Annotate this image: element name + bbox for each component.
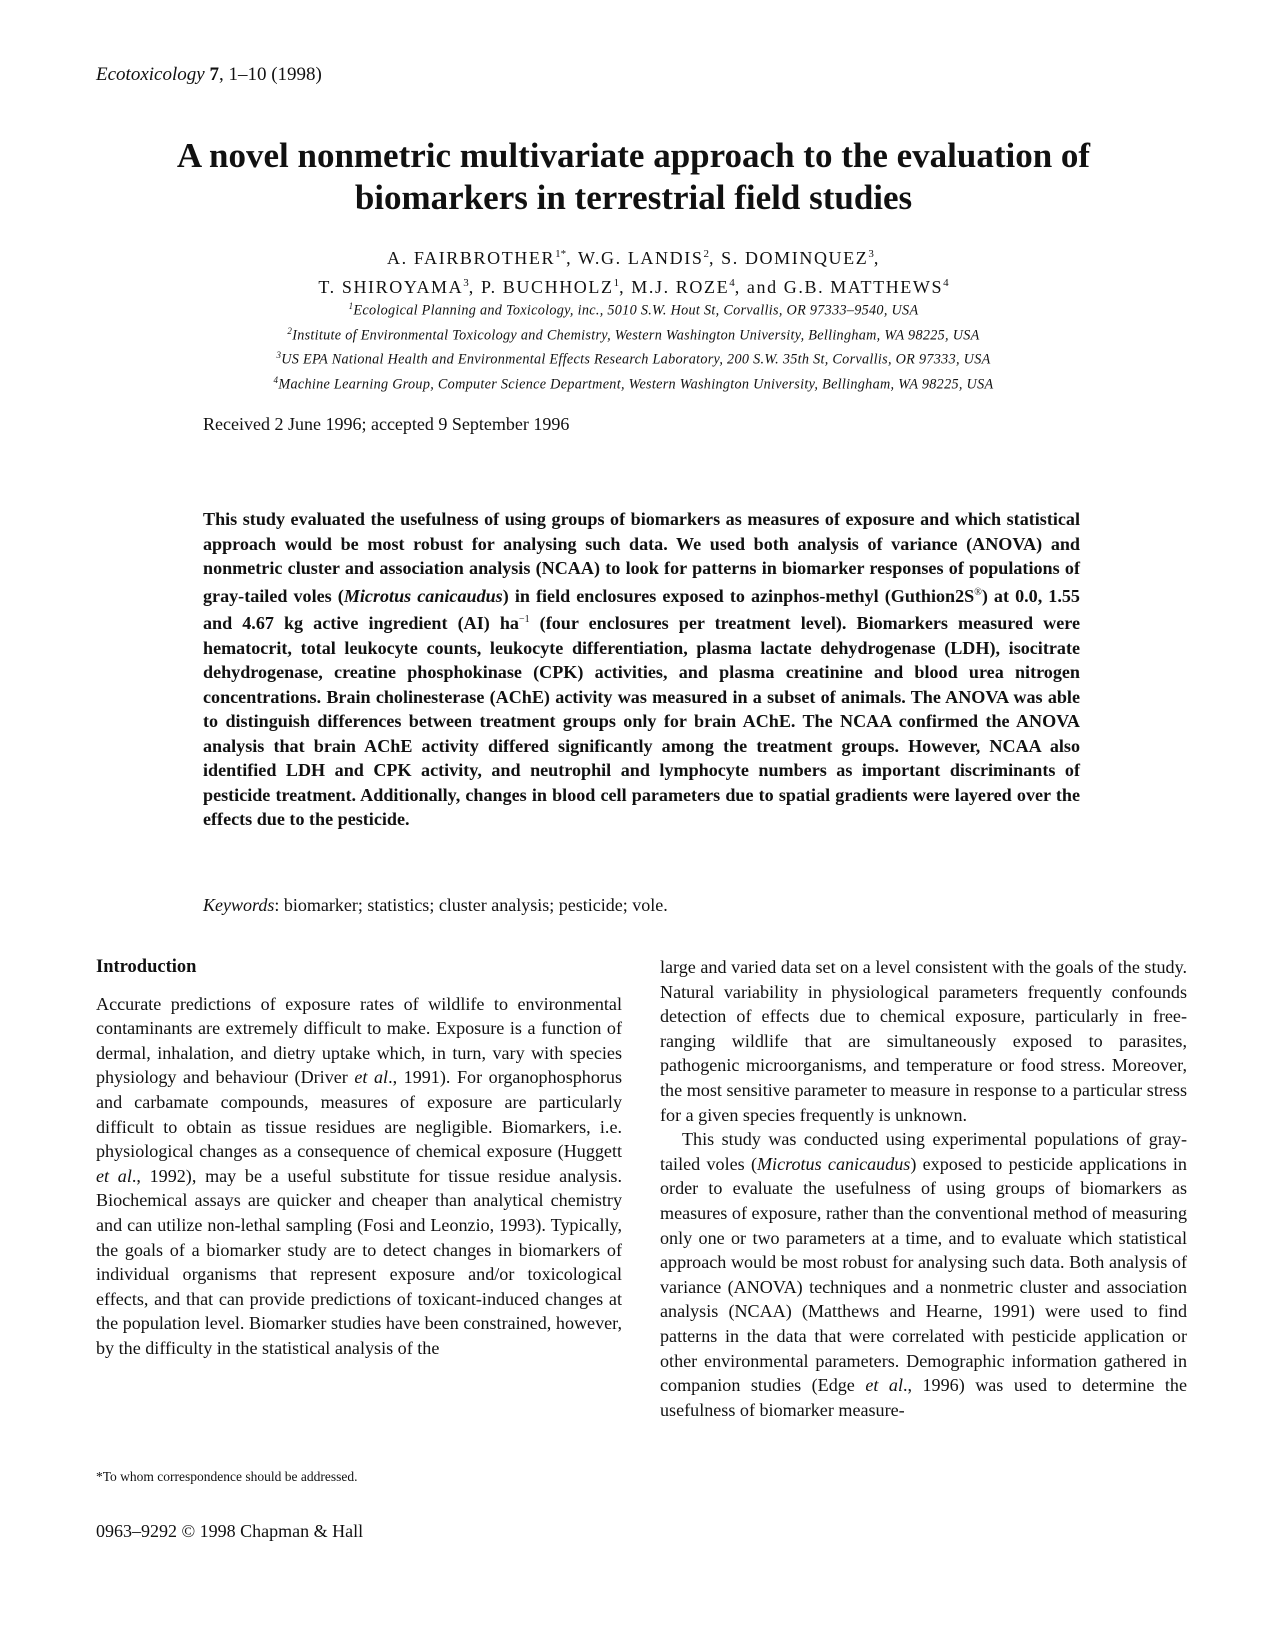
section-heading-introduction: Introduction xyxy=(96,957,197,977)
body-paragraph: large and varied data set on a level consistent with the goals of the study. Natural variability in physiological parameters frequently confounds detection of effects due to chemical exposure, particularly in free-ranging wildlife that are simultaneously exposed to parasites, pathogenic microorganisms, and temperature or food stress. Moreover, the most sensitive parameter to measure in response to a particular stress for a given species frequently is unknown. xyxy=(660,957,1187,1125)
author: G.B. MATTHEWS$^4$ xyxy=(783,277,949,297)
affiliation: $^2$Institute of Environmental Toxicology and Chemistry, Western Washington University, Bellingham, WA 98225, USA xyxy=(287,325,980,344)
author: A. $FAIRBROTHER^{1*}$, xyxy=(387,248,578,268)
author: T. SHIROYAMA$^3$, xyxy=(318,277,481,297)
body-paragraph: Accurate predictions of exposure rates of wildlife to environmental contaminants are extremely difficult to make. Exposure is a function of dermal, inhalation, and dietry uptake which, in turn, vary with species physiology and behaviour (Driver et al., 1991). For organophosphorus and carbamate compounds, measures of exposure are particularly difficult to obtain as tissue residues are negligible. Biomarkers, i.e. physiological changes as a consequence of chemical exposure (Huggett et al., 1992), may be a useful substitute for tissue residue analysis. Biochemical assays are quicker and cheaper than analytical chemistry and can utilize non-lethal sampling (Fosi and Leonzio, 1993). Typically, the goals of a biomarker study are to detect changes in biomarkers of individual organisms that represent exposure and/or toxicological effects, and that can provide predictions of toxicant-induced changes at the population level. Biomarker studies have been constrained, however, by the difficulty in the statistical analysis of the xyxy=(96,993,622,1358)
journal-volume: 7 xyxy=(209,64,219,85)
keywords: Keywords: biomarker; statistics; cluster analysis; pesticide; vole. xyxy=(203,895,668,915)
affiliation: $^1$Ecological Planning and Toxicology, inc., 5010 S.W. Hout St, Corvallis, OR 97333–9540, USA xyxy=(348,301,919,319)
author: W.G. LANDIS$^2$, xyxy=(578,248,722,268)
author: S. DOMINQUEZ$^3$, xyxy=(721,248,880,268)
affiliation: $^4$Machine Learning Group, Computer Science Department, Western Washington University, Bellingham, WA 98225, USA xyxy=(273,375,994,393)
abstract: This study evaluated the usefulness of using groups of biomarkers as measures of exposure and which statistical approach would be most robust for analysing such data. We used both analysis of variance (ANOVA) and nonmetric cluster and association analysis (NCAA) to look for patterns in biomarker responses of populations of gray-tailed voles (Microtus canicaudus) in field enclosures exposed to azinphos-methyl (Guthion2S®) at 0.0, 1.55 and 4.67 kg active ingredient (AI) $ha^{-1}$ (four enclosures per treatment level). Biomarkers measured were hematocrit, total leukocyte counts, leukocyte differentiation, plasma lactate dehydrogenase (LDH), isocitrate dehydrogenase, creatine phosphokinase (CPK) activities, and plasma creatinine and blood urea nitrogen concentrations. Brain cholinesterase (AChE) activity was measured in a subset of animals. The ANOVA was able to distinguish differences between treatment groups only for brain AChE. The NCAA confirmed the ANOVA analysis that brain AChE activity differed significantly among the treatment groups. However, NCAA also identified LDH and CPK activity, and neutrophil and lymphocyte numbers as important discriminants of pesticide treatment. Additionally, changes in blood cell parameters due to spatial gradients were layered over the effects due to the pesticide. xyxy=(203,509,1080,830)
paper-title: A novel nonmetric multivariate approach to the evaluation of biomarkers in terrestrial field studies xyxy=(176,136,1091,217)
journal-name: Ecotoxicology xyxy=(96,64,205,85)
footnote: *To whom correspondence should be addressed. xyxy=(96,1469,358,1484)
affiliations xyxy=(96,296,1171,395)
body-paragraph: This study was conducted using experimental populations of gray-tailed voles (Microtus canicaudus) exposed to pesticide applications in order to evaluate the usefulness of using groups of biomarkers as measures of exposure, rather than the conventional method of measuring only one or two parameters at a time, and to evaluate which statistical approach would be most robust for analysing such data. Both analysis of variance (ANOVA) techniques and a nonmetric cluster and association analysis (NCAA) (Matthews and Hearne, 1991) were used to find patterns in the data that were correlated with pesticide application or other environmental parameters. Demographic information gathered in companion studies (Edge et al., 1996) was used to determine the usefulness of biomarker measure- xyxy=(660,1129,1187,1420)
copyright-line: 0963–9292 © 1998 Chapman & Hall xyxy=(96,1521,364,1541)
left-column xyxy=(96,955,622,1361)
journal-citation xyxy=(96,64,322,86)
author: M.J. ROZE$^4$, and xyxy=(631,277,784,297)
right-column xyxy=(660,955,1187,1422)
received-dates: Received 2 June 1996; accepted 9 September 1996 xyxy=(203,414,570,434)
author: P. BUCHHOLZ$^1$, xyxy=(480,277,632,297)
journal-pages: , 1–10 (1998) xyxy=(218,64,322,85)
affiliation: $^3$US EPA National Health and Environmental Effects Research Laboratory, 200 S.W. 35th St, Corvallis, OR 97333, USA xyxy=(276,350,991,369)
author-list xyxy=(96,242,1171,300)
